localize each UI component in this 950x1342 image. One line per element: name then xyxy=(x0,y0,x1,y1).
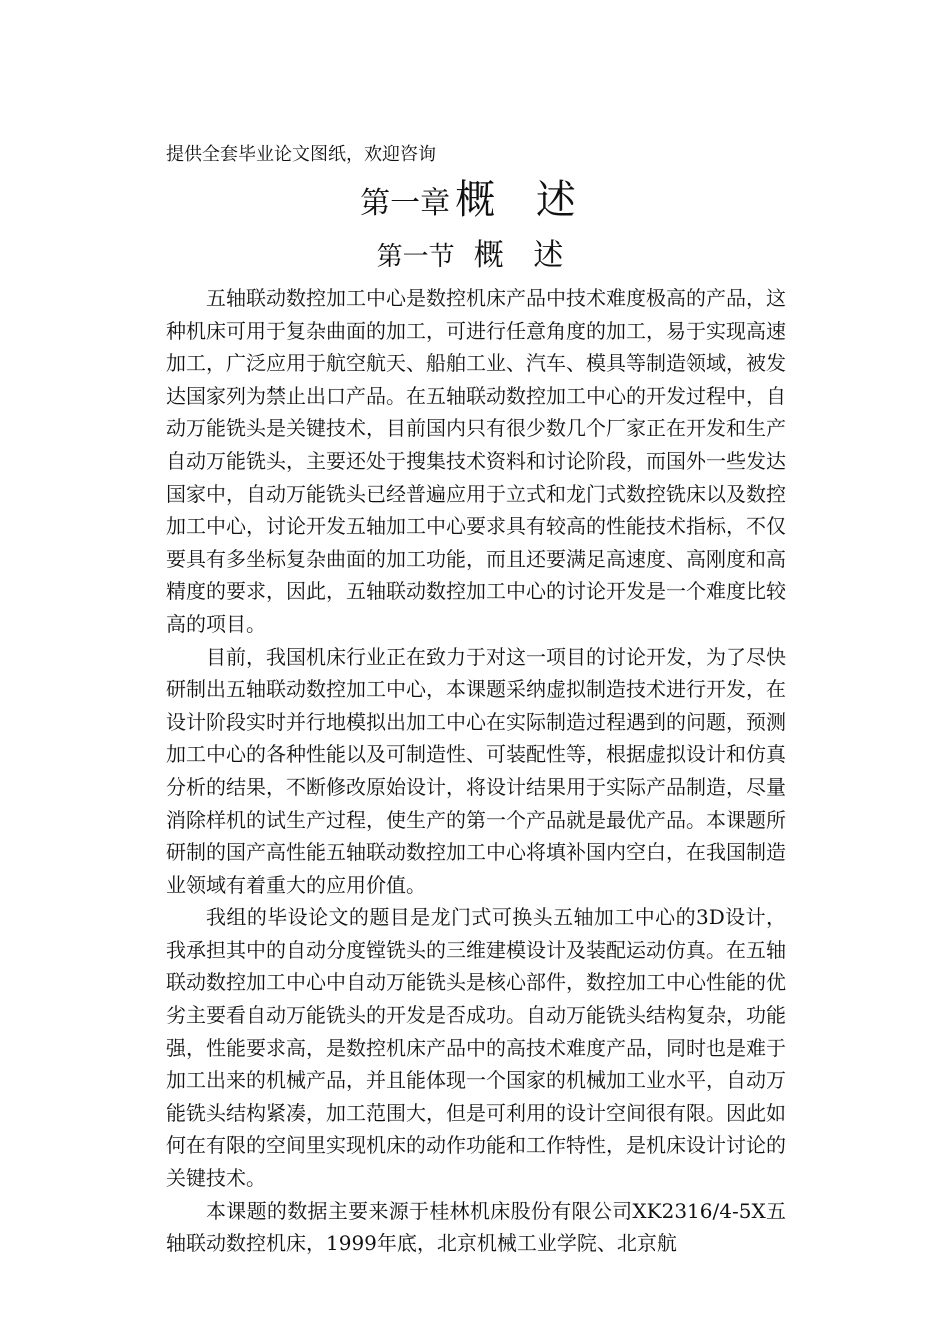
chapter-title: 概 述 xyxy=(455,177,590,223)
paragraph: 五轴联动数控加工中心是数控机床产品中技术难度极高的产品，这种机床可用于复杂曲面的加工，可进行任意角度的加工，易于实现高速加工，广泛应用于航空航天、船舶工业、汽车、模具等制造领域，被发达国家列为禁止出口产品。在五轴联动数控加工中心的开发过程中，自动万能铣头是关键技术，目前国内只有很少数几个厂家正在开发和生产自动万能铣头，主要还处于搜集技术资料和讨论阶段，而国外一些发达国家中，自动万能铣头已经普遍应用于立式和龙门式数控铣床以及数控加工中心，讨论开发五轴加工中心要求具有较高的性能技术指标，不仅要具有多坐标复杂曲面的加工功能，而且还要满足高速度、高刚度和高精度的要求，因此，五轴联动数控加工中心的讨论开发是一个难度比较高的项目。 xyxy=(166,286,786,636)
section-heading xyxy=(0,234,950,282)
body-text xyxy=(166,282,786,1260)
section-title: 概 述 xyxy=(473,238,574,273)
chapter-label: 第一章 xyxy=(360,186,451,221)
paragraph: 我组的毕设论文的题目是龙门式可换头五轴加工中心的3D设计，我承担其中的自动分度镗铣头的三维建模设计及装配运动仿真。在五轴联动数控加工中心中自动万能铣头是核心部件，数控加工中心性能的优劣主要看自动万能铣头的开发是否成功。自动万能铣头结构复杂，功能强，性能要求高，是数控机床产品中的高技术难度产品，同时也是难于加工出来的机械产品，并且能体现一个国家的机械加工业水平，自动万能铣头结构紧凑，加工范围大，但是可利用的设计空间很有限。因此如何在有限的空间里实现机床的动作功能和工作特性，是机床设计讨论的关键技术。 xyxy=(166,905,786,1191)
header-note: 提供全套毕业论文图纸，欢迎咨询 xyxy=(166,144,436,165)
section-label: 第一节 xyxy=(376,242,455,272)
paragraph: 本课题的数据主要来源于桂林机床股份有限公司XK2316/4-5X五轴联动数控机床，1999年底，北京机械工业学院、北京航 xyxy=(166,1198,786,1256)
paragraph: 目前，我国机床行业正在致力于对这一项目的讨论开发，为了尽快研制出五轴联动数控加工中心，本课题采纳虚拟制造技术进行开发，在设计阶段实时并行地模拟出加工中心在实际制造过程遇到的问题，预测加工中心的各种性能以及可制造性、可装配性等，根据虚拟设计和仿真分析的结果，不断修改原始设计，将设计结果用于实际产品制造，尽量消除样机的试生产过程，使生产的第一个产品就是最优产品。本课题所研制的国产高性能五轴联动数控加工中心将填补国内空白，在我国制造业领域有着重大的应用价值。 xyxy=(166,644,786,897)
chapter-heading xyxy=(0,172,950,236)
